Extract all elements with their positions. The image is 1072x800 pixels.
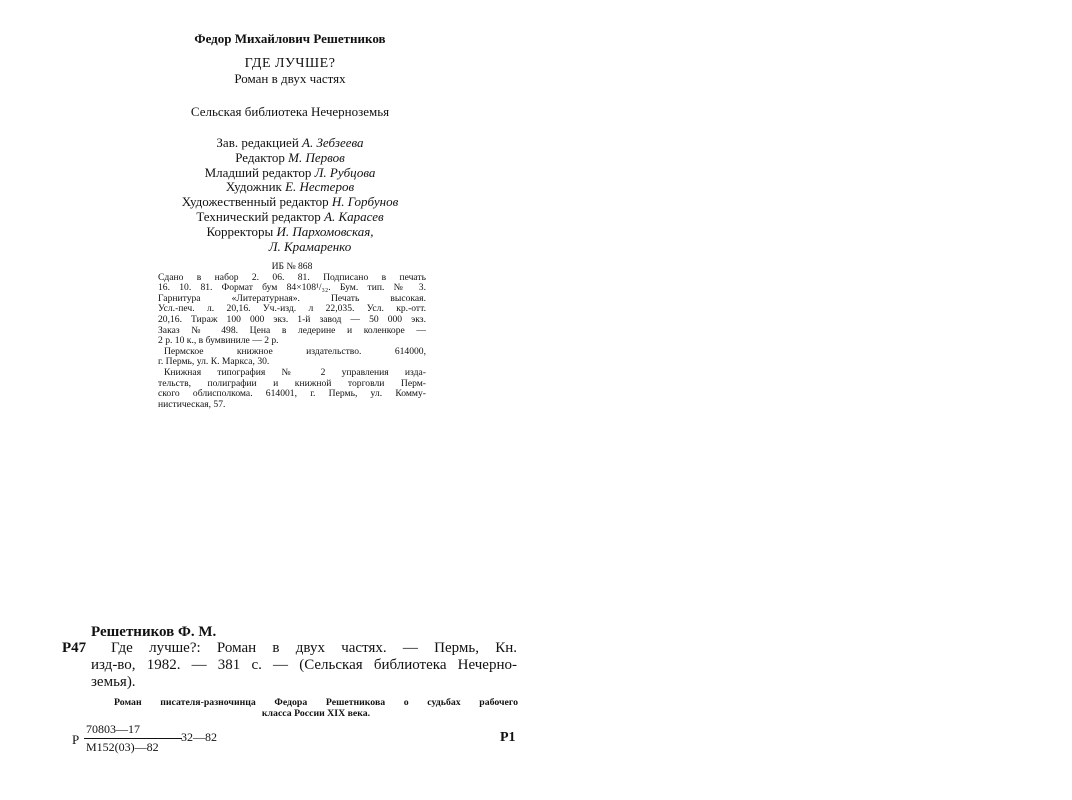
catalog-line: земья).: [91, 674, 136, 690]
bbk-fraction-rule: [84, 738, 182, 739]
imprint-line: Гарнитура «Литературная». Печать высокая.: [158, 292, 426, 304]
catalog-line: изд-во, 1982. — 381 с. — (Сельская библиотека Нечерно-: [91, 657, 517, 673]
imprint-line: Сдано в набор 2. 06. 81. Подписано в печать: [158, 271, 426, 283]
bbk-numerator: 70803—17: [86, 722, 140, 736]
bbk-prefix: Р: [72, 732, 80, 747]
credit-line: Редактор М. Первов: [235, 149, 345, 165]
author-name: Федор Михайлович Решетников: [194, 31, 386, 46]
credit-line: Л. Крамаренко: [268, 238, 352, 254]
catalog-code: Р47: [62, 640, 87, 656]
imprint-line: Усл.-печ. л. 20,16. Уч.-изд. л 22,035. Усл. кр.-отт.: [158, 303, 426, 315]
credit-line: Младший редактор Л. Рубцова: [204, 164, 376, 180]
credit-line: Художник Е. Нестеров: [225, 179, 355, 195]
catalog-line: Где лучше?: Роман в двух частях. — Пермь, Кн.: [111, 640, 517, 656]
credit-line: Зав. редакцией А. Зебзеева: [216, 135, 364, 150]
bbk-class: Р1: [500, 730, 516, 745]
bbk-suffix: 32—82: [181, 730, 217, 744]
publisher-line: г. Пермь, ул. К. Маркса, 30.: [158, 356, 270, 368]
printer-line: нистическая, 57.: [158, 398, 226, 410]
credit-line: Технический редактор А. Карасев: [196, 208, 384, 224]
ib-number: ИБ № 868: [271, 261, 313, 272]
printer-line: Книжная типография № 2 управления изда-: [164, 366, 426, 378]
credit-line: Корректоры И. Пархомовская,: [206, 223, 374, 239]
printer-line: ского облисполкома. 614001, г. Пермь, ул. Комму-: [158, 388, 426, 400]
printer-line: тельств, полиграфии и книжной торговли Перм-: [158, 377, 426, 389]
imprint-line: Заказ № 498. Цена в ледерине и коленкоре —: [158, 324, 426, 336]
catalog-author-heading: Решетников Ф. М.: [91, 624, 217, 640]
imprint-line: 2 р. 10 к., в бумвиниле — 2 р.: [158, 335, 279, 347]
catalog-description: [91, 640, 517, 691]
series-name: Сельская библиотека Нечерноземья: [190, 104, 390, 119]
annotation-line: Роман писателя-разночинца Федора Решетникова о судьбах рабочего: [114, 697, 518, 708]
bbk-denominator: М152(03)—82: [86, 740, 159, 754]
book-title: ГДЕ ЛУЧШЕ?: [244, 56, 336, 71]
imprint-line: 16. 10. 81. Формат бум 84×108¹/₃₂. Бум. тип. № 3.: [158, 282, 426, 294]
credits-block: [70, 136, 510, 254]
imprint-line: 20,16. Тираж 100 000 экз. 1-й завод — 50 000 экз.: [158, 313, 426, 325]
catalog-annotation: [114, 697, 518, 719]
credit-line: Художественный редактор Н. Горбунов: [181, 194, 399, 210]
book-subtitle: Роман в двух частях: [234, 71, 346, 86]
publisher-line: Пермское книжное издательство. 614000,: [164, 345, 426, 357]
annotation-line: класса России XIX века.: [261, 708, 371, 719]
imprint-block: [158, 262, 426, 410]
